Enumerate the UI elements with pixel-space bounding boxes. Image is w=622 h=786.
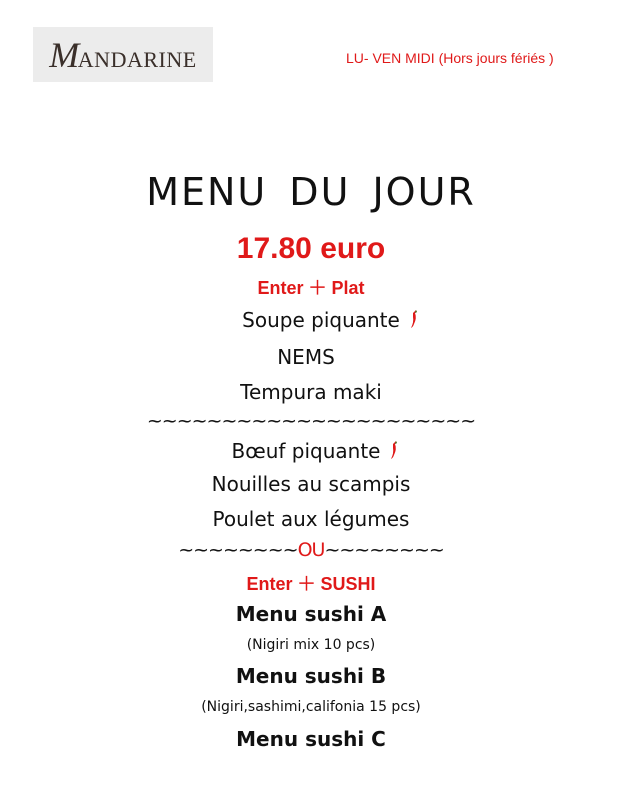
menu-item: Tempura maki	[240, 380, 382, 404]
menu-price: 17.80 euro	[236, 232, 386, 265]
section-label-enter-plat: Enter ＋ Plat	[257, 278, 365, 298]
logo-text	[49, 34, 196, 76]
menu-item: Poulet aux légumes	[212, 507, 410, 531]
separator-or	[0, 539, 622, 561]
sushi-menu-name: Menu sushi C	[236, 727, 386, 751]
separator-left: ~~~~~~~~	[178, 539, 298, 561]
logo	[33, 27, 213, 82]
sushi-menu-detail: (Nigiri mix 10 pcs)	[246, 637, 376, 653]
sushi-menu-name: Menu sushi B	[235, 664, 387, 688]
menu-item: Nouilles au scampis	[211, 472, 411, 496]
chili-pepper-icon	[390, 440, 400, 460]
logo-initial: M	[49, 34, 80, 75]
sushi-menu-name: Menu sushi A	[235, 602, 387, 626]
menu-item: NEMS	[277, 345, 335, 369]
chili-pepper-icon	[410, 309, 420, 329]
separator: ~~~~~~~~~~~~~~~~~~~~~~	[146, 410, 476, 432]
section-label-enter-sushi: Enter ＋ SUSHI	[246, 574, 376, 594]
or-label: OU	[297, 539, 325, 561]
separator-right: ~~~~~~~~	[324, 539, 444, 561]
menu-item-label: Soupe piquante	[242, 308, 400, 332]
menu-item	[0, 308, 622, 332]
menu-item	[0, 439, 622, 463]
menu-title: MENU DU JOUR	[146, 170, 476, 214]
menu-item-label: Bœuf piquante	[231, 439, 381, 463]
opening-hours: LU- VEN MIDI (Hors jours fériés )	[346, 50, 554, 66]
sushi-menu-detail: (Nigiri,sashimi,califonia 15 pcs)	[201, 699, 421, 715]
logo-rest: ANDARINE	[77, 46, 197, 72]
